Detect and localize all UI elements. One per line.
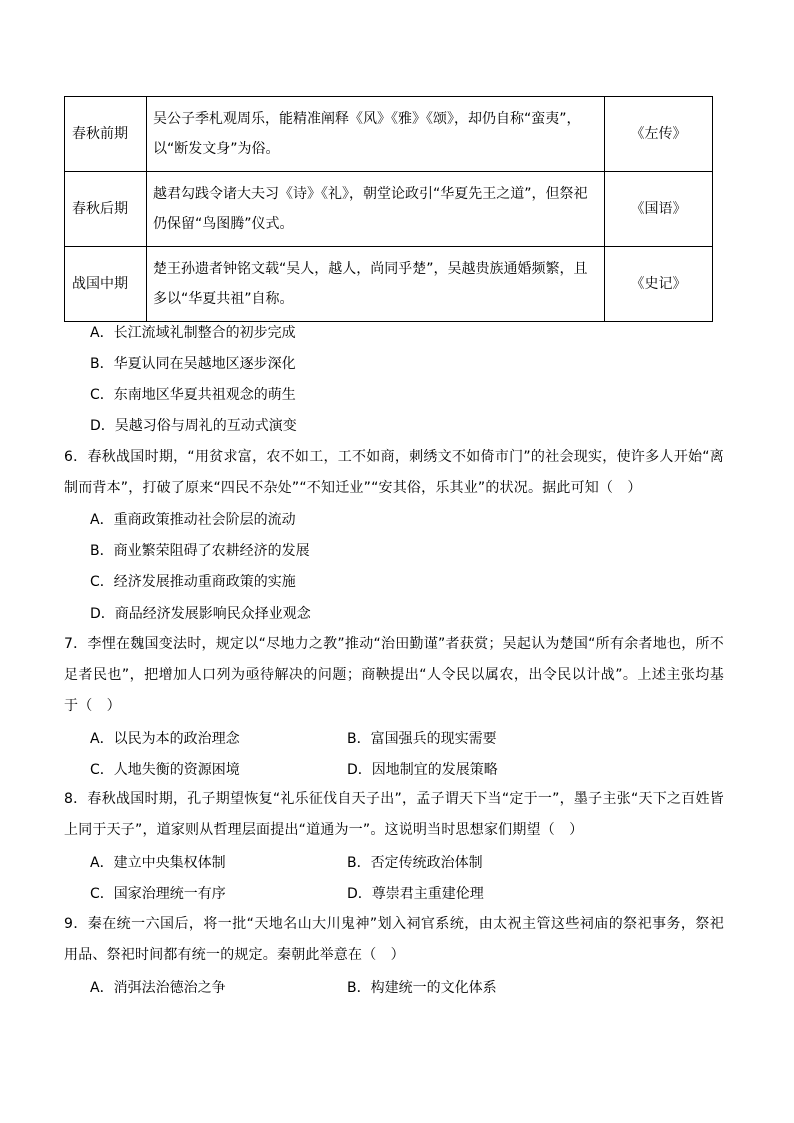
period-cell: 春秋前期 [65, 97, 147, 172]
content-cell: 越君勾践令诸大夫习《诗》《礼》，朝堂论政引“华夏先王之道”，但祭祀仍保留“鸟图腾”仪式。 [147, 172, 605, 247]
q6-option-b[interactable]: B．商业繁荣阻碍了农耕经济的发展 [90, 543, 310, 559]
q8-stem: 8．春秋战国时期，孔子期望恢复“礼乐征伐自天子出”，孟子谓天下当“定于一”，墨子主张“天下之百姓皆上同于天子”，道家则从哲理层面提出“道通为一”。这说明当时思想家们期望（ ） [64, 791, 724, 838]
q6-option-d[interactable]: D．商品经济发展影响民众择业观念 [90, 606, 311, 622]
q9-option-a[interactable]: A．消弭法治德治之争 [90, 980, 226, 996]
q7-option-a[interactable]: A．以民为本的政治理念 [90, 731, 240, 747]
source-table [64, 96, 713, 322]
source-cell: 《国语》 [605, 172, 713, 247]
q7-option-b[interactable]: B．富国强兵的现实需要 [347, 731, 497, 747]
table-row [65, 172, 713, 247]
q5-option-b[interactable]: B．华夏认同在吴越地区逐步深化 [90, 356, 296, 372]
q8-option-a[interactable]: A．建立中央集权体制 [90, 855, 226, 871]
content-cell: 楚王孙遗者钟铭文载“吴人，越人，尚同乎楚”，吴越贵族通婚频繁，且多以“华夏共祖”自称。 [147, 247, 605, 322]
q8-option-b[interactable]: B．否定传统政治体制 [347, 855, 483, 871]
table-row [65, 247, 713, 322]
q8-option-d[interactable]: D．尊崇君主重建伦理 [347, 886, 484, 902]
source-cell: 《左传》 [605, 97, 713, 172]
q6-option-c[interactable]: C．经济发展推动重商政策的实施 [90, 574, 296, 590]
q6-stem: 6．春秋战国时期，“用贫求富，农不如工，工不如商，刺绣文不如倚市门”的社会现实，使许多人开始“离制而背本”，打破了原来“四民不杂处”“不知迁业”“安其俗，乐其业”的状况。据此可知（ ） [64, 449, 724, 496]
q9-option-b[interactable]: B．构建统一的文化体系 [347, 980, 497, 996]
q5-option-a[interactable]: A．长江流域礼制整合的初步完成 [90, 325, 296, 341]
source-cell: 《史记》 [605, 247, 713, 322]
q7-stem: 7．李悝在魏国变法时，规定以“尽地力之教”推动“治田勤谨”者获赏；吴起认为楚国“所有余者地也，所不足者民也”，把增加人口列为亟待解决的问题；商鞅提出“人令民以属农，出令民以计战”。上述主张均基于（ ） [64, 636, 724, 714]
content-cell: 吴公子季札观周乐，能精准阐释《风》《雅》《颂》，却仍自称“蛮夷”，以“断发文身”为俗。 [147, 97, 605, 172]
q5-option-c[interactable]: C．东南地区华夏共祖观念的萌生 [90, 387, 296, 403]
period-cell: 战国中期 [65, 247, 147, 322]
q5-option-d[interactable]: D．吴越习俗与周礼的互动式演变 [90, 418, 297, 434]
q7-option-c[interactable]: C．人地失衡的资源困境 [90, 762, 240, 778]
q9-stem: 9．秦在统一六国后，将一批“天地名山大川鬼神”划入祠官系统，由太祝主管这些祠庙的祭祀事务，祭祀用品、祭祀时间都有统一的规定。秦朝此举意在（ ） [64, 916, 724, 963]
q8-option-c[interactable]: C．国家治理统一有序 [90, 886, 226, 902]
q7-option-d[interactable]: D．因地制宜的发展策略 [347, 762, 498, 778]
q6-option-a[interactable]: A．重商政策推动社会阶层的流动 [90, 512, 296, 528]
table-row [65, 97, 713, 172]
period-cell: 春秋后期 [65, 172, 147, 247]
